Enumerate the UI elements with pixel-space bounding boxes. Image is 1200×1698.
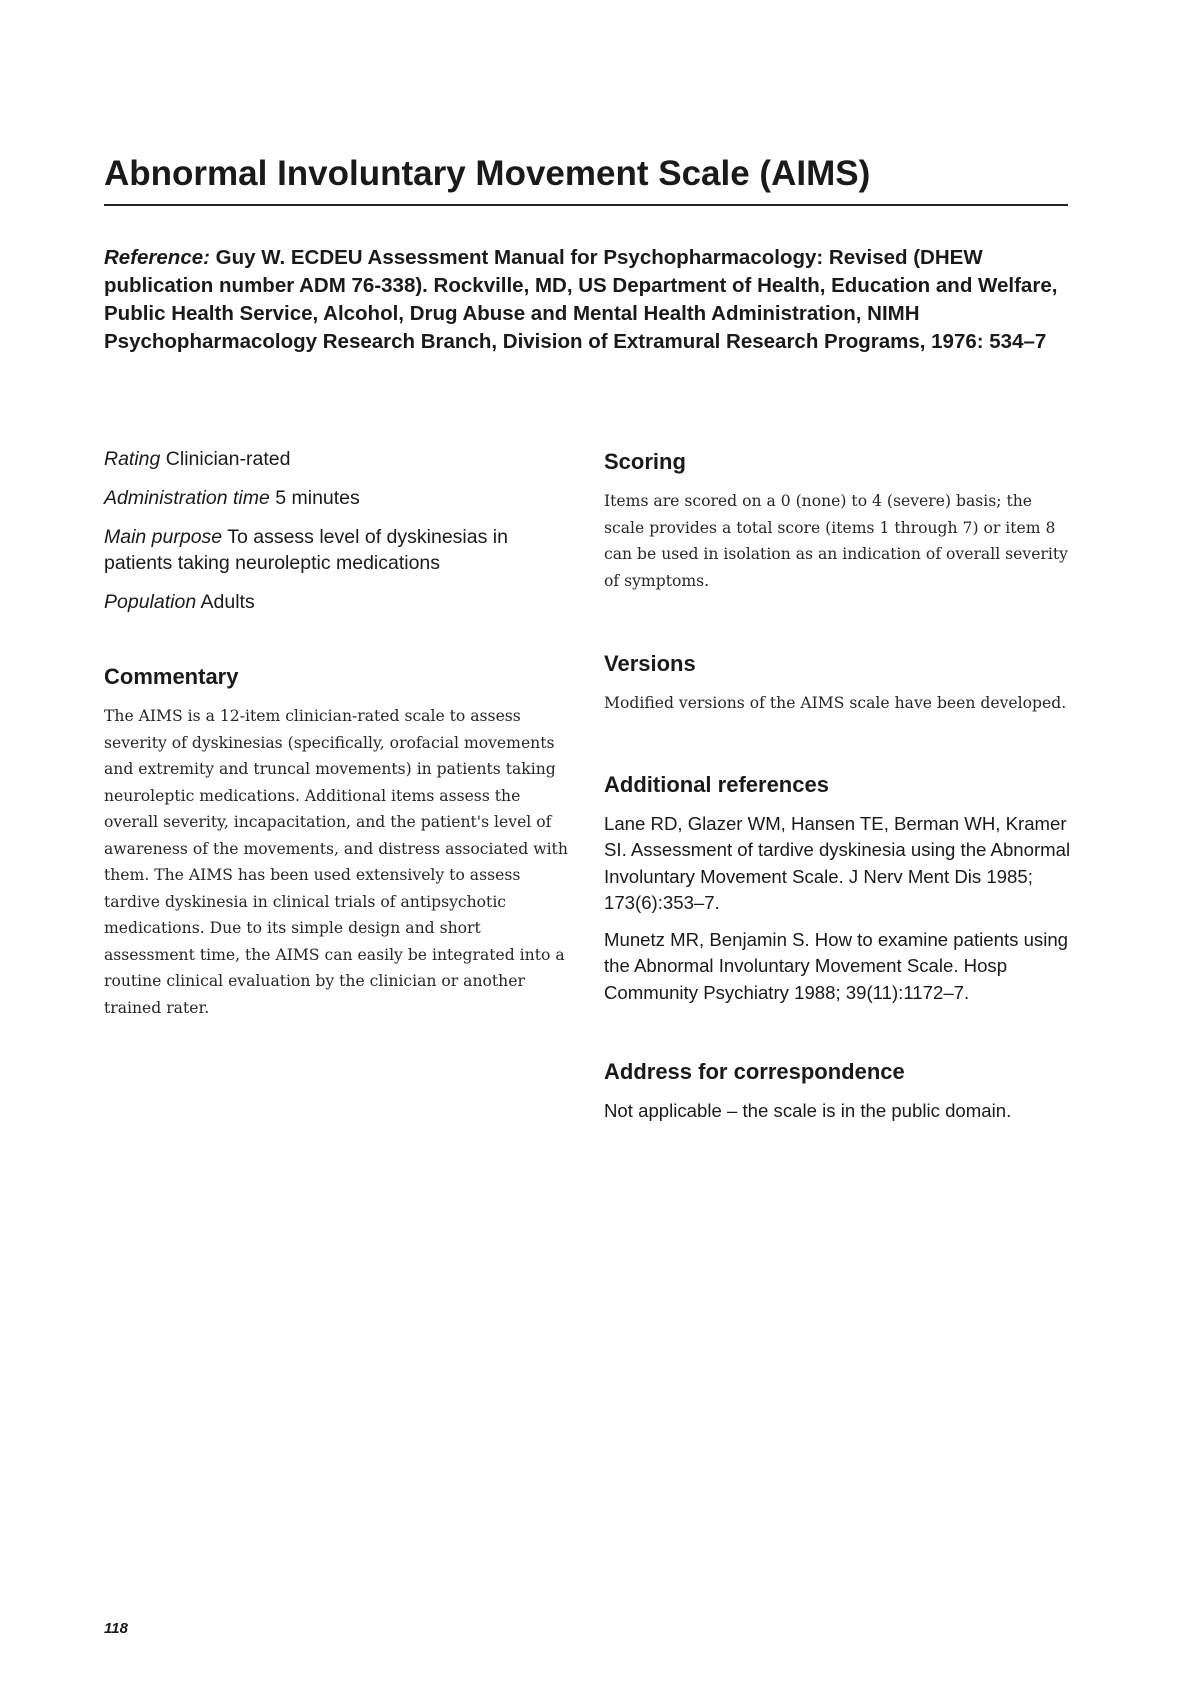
versions-text: Modified versions of the AIMS scale have been developed.: [604, 694, 1067, 712]
additional-references-heading: Additional references: [604, 771, 829, 797]
meta-population: [104, 589, 574, 615]
meta-administration-time: [104, 485, 574, 511]
correspondence-heading: Address for correspondence: [604, 1059, 905, 1084]
meta-rating: [104, 446, 574, 472]
meta-value: To assess level of dyskinesias in patients taking neuroleptic medications: [104, 526, 508, 574]
meta-label: Main purpose: [104, 526, 223, 548]
versions-heading: Versions: [604, 651, 696, 676]
meta-label: Rating: [104, 448, 161, 470]
reference-item: Lane RD, Glazer WM, Hansen TE, Berman WH, Kramer SI. Assessment of tardive dyskinesia using the Abnormal Involuntary Movement Scale. J Nerv Ment Dis 1985; 173(6):353–7.: [604, 812, 1071, 913]
left-column: [104, 446, 574, 1021]
title-divider: [104, 204, 1068, 206]
scoring-heading: Scoring: [604, 449, 686, 474]
scoring-text: Items are scored on a 0 (none) to 4 (severe) basis; the scale provides a total score (items 1 through 7) or item 8 can be used in isolation as an indication of overall severity of symptoms.: [604, 492, 1068, 590]
page-title: Abnormal Involuntary Movement Scale (AIMS): [104, 154, 871, 193]
reference-item: Munetz MR, Benjamin S. How to examine patients using the Abnormal Involuntary Movement Scale. Hosp Community Psychiatry 1988; 39(11):1172–7.: [604, 928, 1069, 1003]
correspondence-text: Not applicable – the scale is in the public domain.: [604, 1100, 1012, 1121]
meta-value: Adults: [196, 591, 255, 613]
commentary-text: The AIMS is a 12-item clinician-rated scale to assess severity of dyskinesias (specifically, orofacial movements and extremity and truncal movements) in patients taking neuroleptic medications. Additional items assess the overall severity, incapacitation, and the patient's level of awareness of the movements, and distress associated with them. The AIMS has been used extensively to assess tardive dyskinesia in clinical trials of antipsychotic medications. Due to its simple design and short assessment time, the AIMS can easily be integrated into a routine clinical evaluation by the clinician or another trained rater.: [104, 707, 568, 1017]
meta-label: Population: [104, 591, 197, 613]
reference-label: Reference:: [104, 246, 210, 269]
reference-text: Guy W. ECDEU Assessment Manual for Psychopharmacology: Revised (DHEW publication number ADM 76-338). Rockville, MD, US Department of Health, Education and Welfare, Public Health Service, Alcohol, Drug Abuse and Mental Health Administration, NIMH Psychopharmacology Research Branch, Division of Extramural Research Programs, 1976: 534–7: [104, 246, 1058, 353]
commentary-heading: Commentary: [104, 664, 239, 689]
right-column: [604, 448, 1074, 1135]
meta-value: Clinician-rated: [160, 448, 291, 470]
page-number: 118: [104, 1620, 128, 1637]
meta-label: Administration time: [104, 487, 270, 509]
meta-value: 5 minutes: [269, 487, 360, 509]
reference-citation: [104, 244, 1064, 356]
meta-main-purpose: [104, 524, 574, 576]
